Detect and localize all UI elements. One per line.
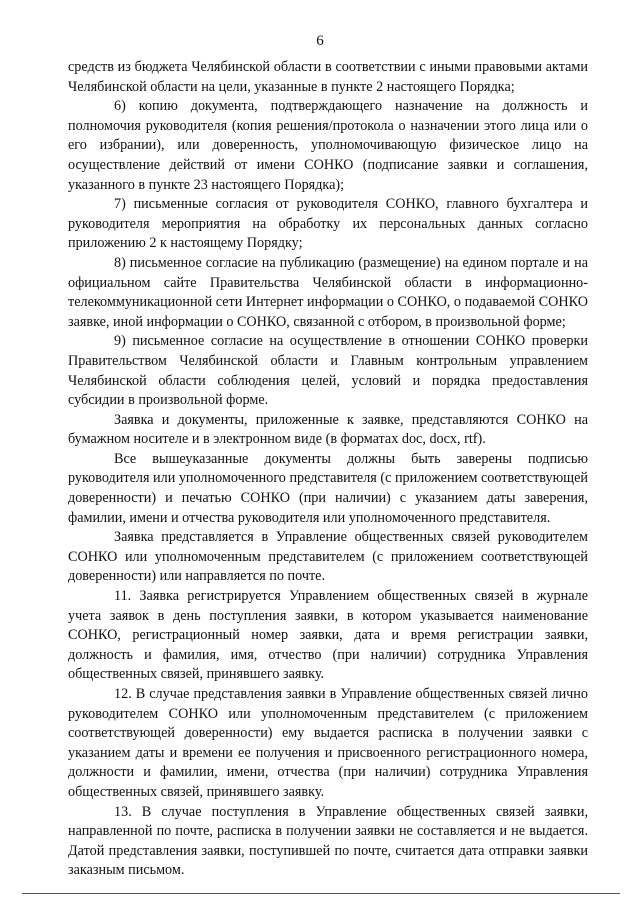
- paragraph-item-8: 8) письменное согласие на публикацию (размещение) на едином портале и на официальном сайте Правительства Челябинской области в информационно-телекоммуникационной сети Интернет информации о СОНКО, о подаваемой СОНКО заявке, иной информации о СОНКО, связанной с отбором, в произвольной форме;: [68, 254, 588, 330]
- paragraph-item-11: 11. Заявка регистрируется Управлением общественных связей в журнале учета заявок в день поступления заявки, в котором указывается наименование СОНКО, регистрационный номер заявки, дата и время регистрации заявки, должность и фамилия, имя, отчество (при наличии) сотрудника Управления общественных связей, принявшего заявку.: [68, 588, 588, 683]
- paragraph-submission: Заявка представляется в Управление общественных связей руководителем СОНКО или уполномоченным представителем (с приложением соответствующей доверенности) или направляется по почте.: [68, 529, 588, 585]
- paragraph-certification: Все вышеуказанные документы должны быть заверены подписью руководителя или уполномоченного представителя (с приложением соответствующей доверенности) и печатью СОНКО (при наличии) с указанием даты заверения, фамилии, имени и отчества руководителя или уполномоченного представителя.: [68, 450, 588, 526]
- paragraph-item-7: 7) письменные согласия от руководителя СОНКО, главного бухгалтера и руководителя мероприятия на обработку их персональных данных согласно приложению 2 к настоящему Порядку;: [68, 196, 588, 252]
- page-number: 6: [316, 33, 324, 49]
- footer-rule: [22, 893, 620, 894]
- document-body: [68, 58, 588, 881]
- paragraph-item-9: 9) письменное согласие на осуществление в отношении СОНКО проверки Правительством Челябинской области и Главным контрольным управлением Челябинской области соблюдения целей, условий и порядка предоставления субсидии в произвольной форме.: [68, 333, 588, 409]
- paragraph-item-12: 12. В случае представления заявки в Управление общественных связей лично руководителем СОНКО или уполномоченным представителем (с приложением соответствующей доверенности) ему выдается расписка в получении заявки с указанием даты и времени ее получения и присвоенного регистрационного номера, должности и фамилии, имени, отчества (при наличии) сотрудника Управления общественных связей, принявшего заявку.: [68, 686, 588, 800]
- paragraph-formats: Заявка и документы, приложенные к заявке, представляются СОНКО на бумажном носителе и в электронном виде (в форматах doc, docx, rtf).: [68, 411, 588, 448]
- paragraph-item-13: 13. В случае поступления в Управление общественных связей заявки, направленной по почте, расписка в получении заявки не составляется и не выдается. Датой представления заявки, поступившей по почте, считается дата отправки заявки заказным письмом.: [68, 803, 588, 879]
- paragraph-continuation: средств из бюджета Челябинской области в соответствии с иными правовыми актами Челябинской области на цели, указанные в пункте 2 настоящего Порядка;: [68, 59, 588, 95]
- paragraph-item-6: 6) копию документа, подтверждающего назначение на должность и полномочия руководителя (копия решения/протокола о назначении этого лица или о его избрании), или доверенность, уполномочивающую физическое лицо на осуществление действий от имени СОНКО (подписание заявки и соглашения, указанного в пункте 23 настоящего Порядка);: [68, 98, 588, 193]
